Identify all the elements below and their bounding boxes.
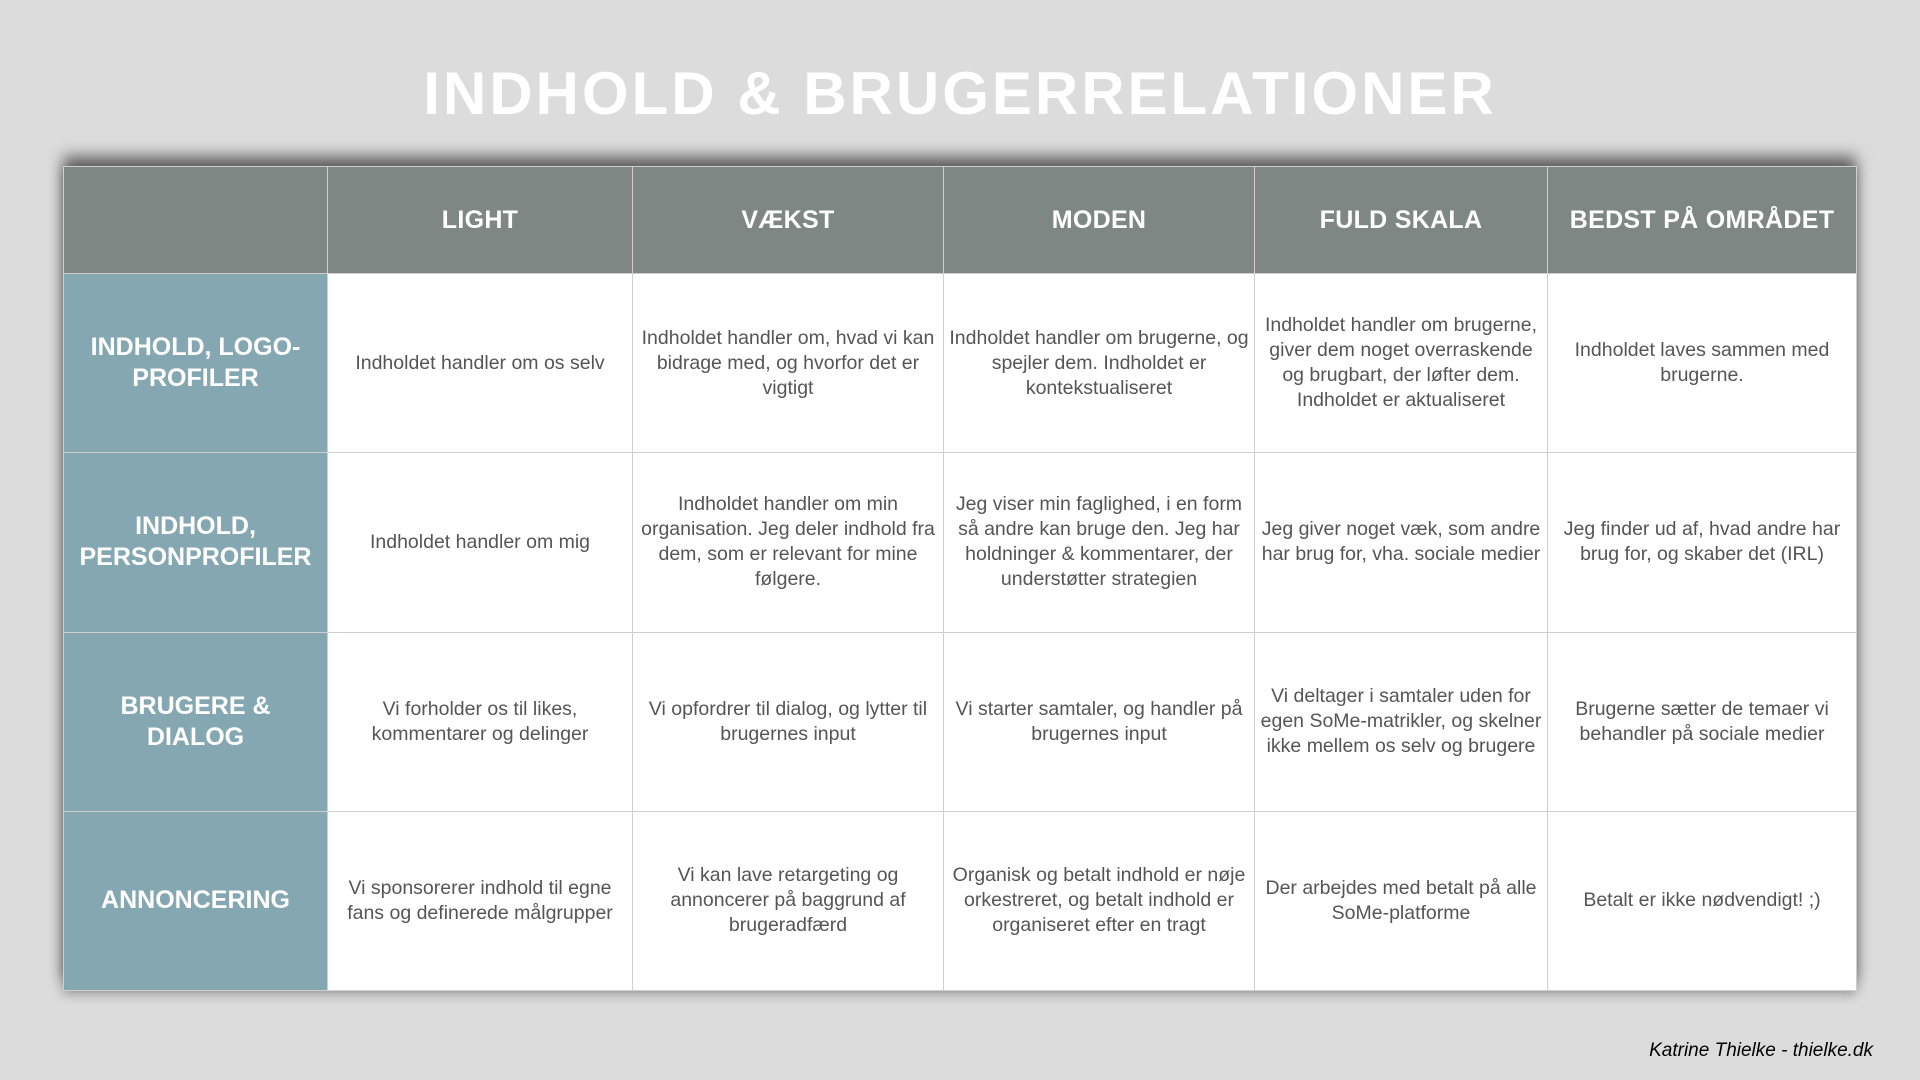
table-cell: Vi forholder os til likes, kommentarer og delinger: [328, 632, 633, 811]
table-cell: Indholdet handler om brugerne, giver dem noget overraskende og brugbart, der løfter dem. Indholdet er aktualiseret: [1255, 274, 1548, 453]
row-header: INDHOLD, LOGO-PROFILER: [64, 274, 328, 453]
table-cell: Organisk og betalt indhold er nøje orkestreret, og betalt indhold er organiseret efter en tragt: [944, 811, 1255, 990]
maturity-table-container: [63, 166, 1856, 991]
column-header-vaekst: VÆKST: [633, 167, 944, 274]
row-header: INDHOLD, PERSONPROFILER: [64, 453, 328, 632]
table-cell: Indholdet handler om min organisation. Jeg deler indhold fra dem, som er relevant for mine følgere.: [633, 453, 944, 632]
table-cell: Jeg viser min faglighed, i en form så andre kan bruge den. Jeg har holdninger & kommentarer, der understøtter strategien: [944, 453, 1255, 632]
table-cell: Jeg finder ud af, hvad andre har brug for, og skaber det (IRL): [1548, 453, 1857, 632]
author-credit: Katrine Thielke - thielke.dk: [1649, 1040, 1873, 1061]
maturity-table: [63, 166, 1857, 991]
table-cell: Vi deltager i samtaler uden for egen SoMe-matrikler, og skelner ikke mellem os selv og brugere: [1255, 632, 1548, 811]
table-cell: Betalt er ikke nødvendigt! ;): [1548, 811, 1857, 990]
table-cell: Indholdet handler om, hvad vi kan bidrage med, og hvorfor det er vigtigt: [633, 274, 944, 453]
table-row: [64, 632, 1857, 811]
column-header-light: LIGHT: [328, 167, 633, 274]
table-row: [64, 274, 1857, 453]
table-cell: Indholdet handler om os selv: [328, 274, 633, 453]
table-cell: Indholdet laves sammen med brugerne.: [1548, 274, 1857, 453]
row-header: BRUGERE & DIALOG: [64, 632, 328, 811]
table-cell: Vi sponsorerer indhold til egne fans og definerede målgrupper: [328, 811, 633, 990]
table-cell: Jeg giver noget væk, som andre har brug for, vha. sociale medier: [1255, 453, 1548, 632]
column-header-fuld-skala: FULD SKALA: [1255, 167, 1548, 274]
table-cell: Brugerne sætter de temaer vi behandler på sociale medier: [1548, 632, 1857, 811]
table-cell: Vi kan lave retargeting og annoncerer på baggrund af brugeradfærd: [633, 811, 944, 990]
table-cell: Vi starter samtaler, og handler på brugernes input: [944, 632, 1255, 811]
header-row: [64, 167, 1857, 274]
table-cell: Vi opfordrer til dialog, og lytter til brugernes input: [633, 632, 944, 811]
corner-cell: [64, 167, 328, 274]
column-header-moden: MODEN: [944, 167, 1255, 274]
table-cell: Der arbejdes med betalt på alle SoMe-platforme: [1255, 811, 1548, 990]
table-cell: Indholdet handler om mig: [328, 453, 633, 632]
column-header-bedst: BEDST PÅ OMRÅDET: [1548, 167, 1857, 274]
row-header: ANNONCERING: [64, 811, 328, 990]
table-row: [64, 453, 1857, 632]
table-cell: Indholdet handler om brugerne, og spejler dem. Indholdet er kontekstualiseret: [944, 274, 1255, 453]
slide-title: INDHOLD & BRUGERRELATIONER: [423, 60, 1497, 127]
table-row: [64, 811, 1857, 990]
